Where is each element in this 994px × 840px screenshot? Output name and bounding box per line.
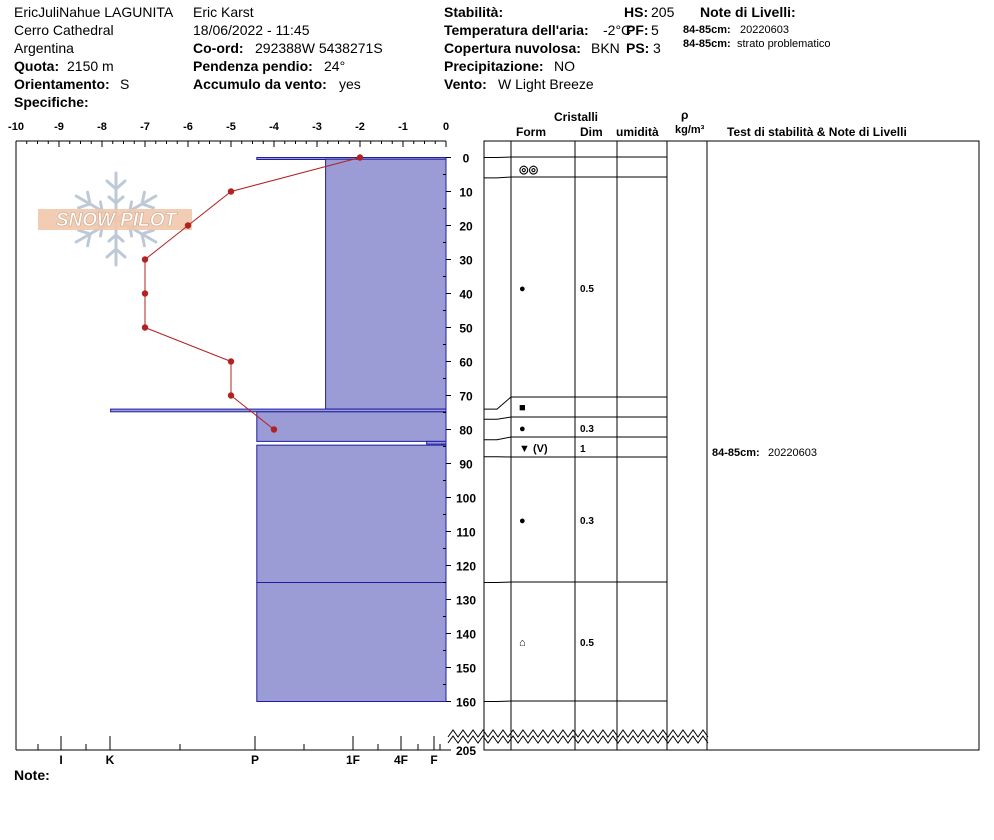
hardness-label: I xyxy=(59,753,63,767)
air-temp-label: Temperatura dell'aria: xyxy=(444,22,589,38)
precip-value: NO xyxy=(554,58,575,74)
temperature-point xyxy=(228,358,234,364)
hardness-label: 1F xyxy=(345,753,361,767)
precip-label: Precipitazione: xyxy=(444,58,544,74)
layer-note-depth-2: 84-85cm: xyxy=(683,38,731,50)
slope-value: 24° xyxy=(324,58,346,74)
table-border xyxy=(484,141,979,750)
snowpilot-logo-text: SNOW PILOT xyxy=(55,210,177,231)
temp-tick-label: -3 xyxy=(312,121,322,133)
humidity-header: umidità xyxy=(616,125,659,139)
stability-note-depth: 84-85cm: xyxy=(712,447,760,459)
layer-connector xyxy=(484,582,511,583)
depth-tick-label: 100 xyxy=(455,491,477,506)
crystal-form: ■ xyxy=(519,402,526,414)
layer-connector xyxy=(484,157,511,158)
depth-tick-label: 110 xyxy=(456,525,476,540)
temp-tick-label: -10 xyxy=(8,121,24,133)
hardness-layer xyxy=(257,583,446,702)
stability-notes-header: Test di stabilità & Note di Livelli xyxy=(727,125,907,139)
temperature-point xyxy=(142,324,148,330)
depth-tick-label: 205 xyxy=(455,744,477,758)
elevation-label: Quota: xyxy=(14,58,60,74)
hs-label: HS: xyxy=(624,4,649,20)
temperature-point xyxy=(357,154,363,160)
crystal-table-panel xyxy=(448,141,979,750)
ps-label: PS: xyxy=(626,40,650,56)
elevation-value: 2150 m xyxy=(67,58,114,74)
temp-tick-label: 0 xyxy=(442,121,450,133)
stability-label: Stabilità: xyxy=(444,4,504,20)
crystal-form: ▼ (V) xyxy=(519,443,548,455)
hardness-layer xyxy=(326,159,446,409)
observer-name: Eric Karst xyxy=(193,4,254,20)
temp-tick-label: -6 xyxy=(183,121,193,133)
country-name: Argentina xyxy=(14,40,74,56)
notes-label: Note: xyxy=(14,767,50,783)
layer-connector xyxy=(484,397,511,409)
temperature-point xyxy=(142,290,148,296)
pf-label: PF: xyxy=(626,22,649,38)
depth-tick-label: 130 xyxy=(455,593,477,608)
rho-header: ρ xyxy=(681,108,689,122)
crystal-dim: 0.3 xyxy=(580,424,594,435)
pf-value: 5 xyxy=(651,22,659,38)
cloud-value: BKN xyxy=(591,40,620,56)
crystal-dim: 0.3 xyxy=(580,516,594,527)
crystal-dim: 0.5 xyxy=(580,638,594,649)
temperature-point xyxy=(228,392,234,398)
location-name: EricJuliNahue LAGUNITA xyxy=(14,4,174,20)
crystal-form: ⌂ xyxy=(519,637,526,649)
temperature-point xyxy=(271,426,277,432)
depth-tick-label: 90 xyxy=(459,457,473,472)
observation-datetime: 18/06/2022 - 11:45 xyxy=(193,22,310,38)
temp-tick-label: -7 xyxy=(140,121,150,133)
temp-tick-label: -4 xyxy=(269,121,279,133)
depth-tick-label: 20 xyxy=(459,219,473,234)
depth-tick-label: 120 xyxy=(455,559,477,574)
depth-tick-label: 40 xyxy=(459,287,473,302)
depth-tick-label: 150 xyxy=(455,661,477,676)
wind-loading-label: Accumulo da vento: xyxy=(193,76,327,92)
specifics-label: Specifiche: xyxy=(14,94,89,110)
layer-connector xyxy=(484,177,511,178)
depth-tick-label: 50 xyxy=(459,321,473,336)
region-name: Cerro Cathedral xyxy=(14,22,114,38)
temp-tick-label: -9 xyxy=(54,121,64,133)
depth-tick-label: 0 xyxy=(462,151,470,166)
crystal-form: ◎◎ xyxy=(519,164,539,176)
stability-note-text: 20220603 xyxy=(768,447,817,459)
layer-note-text: strato problematico xyxy=(737,38,831,50)
temp-tick-label: -8 xyxy=(97,121,107,133)
depth-tick-label: 140 xyxy=(455,627,477,642)
coord-value: 292388W 5438271S xyxy=(255,40,383,56)
depth-tick-label: 30 xyxy=(459,253,473,268)
aspect-label: Orientamento: xyxy=(14,76,110,92)
coord-label: Co-ord: xyxy=(193,40,244,56)
temperature-hardness-panel xyxy=(8,121,476,767)
layer-note-depth: 84-85cm: xyxy=(683,24,731,36)
wind-label: Vento: xyxy=(444,76,487,92)
layer-note-date: 20220603 xyxy=(740,24,789,36)
crystal-form: ● xyxy=(519,515,526,527)
layer-connector xyxy=(484,417,511,419)
layer-notes-title: Note di Livelli: xyxy=(700,4,796,20)
aspect-value: S xyxy=(120,76,130,92)
hardness-layer xyxy=(257,412,446,442)
depth-tick-label: 10 xyxy=(459,185,473,200)
ps-value: 3 xyxy=(653,40,661,56)
wind-loading-value: yes xyxy=(339,76,361,92)
hs-value: 205 xyxy=(651,4,675,20)
wind-value: W Light Breeze xyxy=(498,76,594,92)
depth-tick-label: 70 xyxy=(459,389,473,404)
temp-tick-label: -2 xyxy=(355,121,365,133)
slope-label: Pendenza pendio: xyxy=(193,58,313,74)
crystal-form: ● xyxy=(519,423,526,435)
hardness-label: K xyxy=(105,753,115,767)
air-temp-value: -2°C xyxy=(603,22,632,38)
density-unit-header: kg/m³ xyxy=(675,124,705,136)
form-header: Form xyxy=(516,125,546,139)
temp-tick-label: -1 xyxy=(398,121,408,133)
depth-break-zigzag-2 xyxy=(448,730,708,737)
depth-tick-label: 60 xyxy=(459,355,473,370)
hardness-layer xyxy=(257,445,446,582)
hardness-label: F xyxy=(430,753,438,767)
temperature-point xyxy=(142,256,148,262)
crystal-dim: 1 xyxy=(580,444,586,455)
temp-tick-label: -5 xyxy=(226,121,236,133)
depth-tick-label: 160 xyxy=(455,695,477,710)
temperature-point xyxy=(185,222,191,228)
crystals-header: Cristalli xyxy=(554,110,599,124)
depth-tick-label: 80 xyxy=(459,423,473,438)
temperature-point xyxy=(228,188,234,194)
crystal-dim: 0.5 xyxy=(580,284,594,295)
layer-connector xyxy=(484,701,511,702)
layer-connector xyxy=(484,437,511,440)
crystal-form: ● xyxy=(519,283,526,295)
dim-header: Dim xyxy=(580,125,603,139)
cloud-label: Copertura nuvolosa: xyxy=(444,40,581,56)
hardness-label: P xyxy=(250,753,260,767)
hardness-label: 4F xyxy=(393,753,409,767)
